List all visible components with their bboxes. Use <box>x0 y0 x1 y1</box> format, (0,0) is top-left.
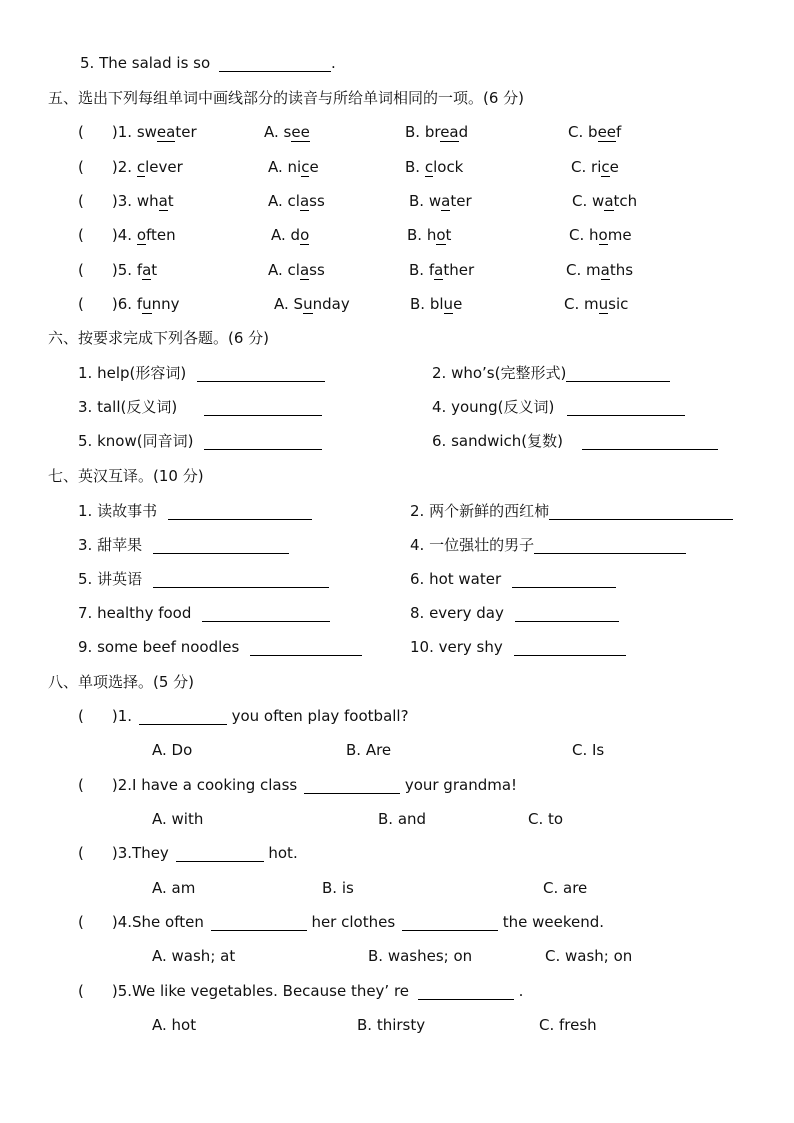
option-a[interactable]: A. class <box>268 192 325 210</box>
underlined-letters: a <box>299 192 310 210</box>
answer-blank[interactable] <box>549 503 733 520</box>
question-row: 2. who’s(完整形式) <box>432 361 670 385</box>
option-c[interactable]: C. fresh <box>539 1016 597 1034</box>
underlined-letters: a <box>434 261 444 279</box>
option-c[interactable]: C. home <box>569 226 632 244</box>
option-c[interactable]: C. watch <box>572 192 638 210</box>
answer-blank[interactable] <box>202 605 330 622</box>
section-title: 五、选出下列每组单词中画线部分的读音与所给单词相同的一项。(6 分) <box>48 89 525 107</box>
underlined-letters: a <box>441 192 451 210</box>
phonics-question: ( )4. often <box>78 226 176 244</box>
underlined-letters: u <box>443 295 454 313</box>
option-a[interactable]: A. Do <box>152 741 193 759</box>
answer-blank[interactable] <box>512 571 616 588</box>
option-c[interactable]: C. music <box>564 295 629 313</box>
section-title: 八、单项选择。(5 分) <box>48 673 195 691</box>
underlined-letters: o <box>300 226 310 244</box>
answer-blank[interactable] <box>139 708 227 725</box>
underlined-letters: ee <box>597 123 617 141</box>
given-word: funny <box>136 295 180 313</box>
answer-blank[interactable] <box>567 399 685 416</box>
answer-blank[interactable] <box>153 537 289 554</box>
underlined-letters: a <box>158 192 168 210</box>
option-c[interactable]: C. Is <box>572 741 605 759</box>
option-c[interactable]: C. wash; on <box>545 947 633 965</box>
option-a[interactable]: A. nice <box>268 158 319 176</box>
answer-blank[interactable] <box>204 433 322 450</box>
choice-question: ( )4.She often her clothes the weekend. <box>78 913 604 931</box>
underlined-letters: o <box>136 226 146 244</box>
translation-row: 1. 读故事书 <box>78 499 312 523</box>
section-title: 六、按要求完成下列各题。(6 分) <box>48 329 270 347</box>
question-row: 3. tall(反义词) <box>78 395 322 419</box>
option-a[interactable]: A. do <box>271 226 310 244</box>
option-b[interactable]: B. clock <box>405 158 464 176</box>
question-row: 6. sandwich(复数) <box>432 429 718 453</box>
answer-blank[interactable] <box>304 777 400 794</box>
option-a[interactable]: A. Sunday <box>274 295 350 313</box>
answer-blank[interactable] <box>514 639 626 656</box>
underlined-letters: a <box>600 261 610 279</box>
underlined-letters: ea <box>440 123 459 141</box>
translation-row: 4. 一位强壮的男子 <box>410 533 686 557</box>
answer-blank[interactable] <box>402 914 498 931</box>
answer-blank[interactable] <box>197 365 325 382</box>
option-a[interactable]: A. class <box>268 261 325 279</box>
translation-row: 7. healthy food <box>78 601 330 625</box>
phonics-question: ( )3. what <box>78 192 174 210</box>
given-word: sweater <box>136 123 197 141</box>
translation-row: 6. hot water <box>410 567 616 591</box>
answer-blank[interactable] <box>204 399 322 416</box>
option-b[interactable]: B. blue <box>410 295 463 313</box>
underlined-letters: o <box>436 226 446 244</box>
answer-blank[interactable] <box>566 365 670 382</box>
choice-question: ( )3.They hot. <box>78 844 298 862</box>
section-title: 七、英汉互译。(10 分) <box>48 467 204 485</box>
given-word: fat <box>136 261 158 279</box>
option-b[interactable]: B. thirsty <box>357 1016 426 1034</box>
translation-row: 10. very shy <box>410 635 626 659</box>
option-c[interactable]: C. rice <box>571 158 619 176</box>
translation-row: 5. 讲英语 <box>78 567 329 591</box>
phonics-question: ( )5. fat <box>78 261 158 279</box>
underlined-letters: a <box>142 261 152 279</box>
option-b[interactable]: B. father <box>409 261 475 279</box>
answer-blank[interactable] <box>168 503 312 520</box>
answer-blank[interactable] <box>250 639 362 656</box>
underlined-letters: u <box>142 295 152 313</box>
answer-blank[interactable] <box>211 914 307 931</box>
answer-blank[interactable] <box>153 571 329 588</box>
answer-blank[interactable] <box>534 537 686 554</box>
given-word: often <box>136 226 176 244</box>
phonics-question: ( )2. clever <box>78 158 183 176</box>
choice-question: ( )2.I have a cooking class your grandma! <box>78 776 518 794</box>
option-b[interactable]: B. bread <box>405 123 469 141</box>
underlined-letters: u <box>303 295 313 313</box>
option-a[interactable]: A. with <box>152 810 204 828</box>
given-word: clever <box>136 158 183 176</box>
option-b[interactable]: B. washes; on <box>368 947 473 965</box>
answer-blank[interactable] <box>582 433 718 450</box>
option-b[interactable]: B. Are <box>346 741 392 759</box>
question-row: 1. help(形容词) <box>78 361 325 385</box>
underlined-letters: ee <box>291 123 310 141</box>
translation-row: 9. some beef noodles <box>78 635 362 659</box>
given-word: what <box>136 192 174 210</box>
translation-row: 2. 两个新鲜的西红柿 <box>410 499 733 523</box>
answer-blank[interactable] <box>176 845 264 862</box>
option-b[interactable]: B. hot <box>407 226 452 244</box>
underlined-letters: a <box>604 192 614 210</box>
item-line: 5. The salad is so . <box>80 54 336 72</box>
phonics-question: ( )6. funny <box>78 295 180 313</box>
answer-blank[interactable] <box>418 983 514 1000</box>
option-a[interactable]: A. hot <box>152 1016 197 1034</box>
question-row: 5. know(同音词) <box>78 429 322 453</box>
translation-row: 3. 甜苹果 <box>78 533 289 557</box>
option-c[interactable]: C. are <box>543 879 588 897</box>
option-c[interactable]: C. maths <box>566 261 634 279</box>
translation-row: 8. every day <box>410 601 619 625</box>
underlined-letters: c <box>601 158 610 176</box>
option-c[interactable]: C. beef <box>568 123 622 141</box>
choice-question: ( )1. you often play football? <box>78 707 409 725</box>
underlined-letters: ea <box>156 123 176 141</box>
option-a[interactable]: A. see <box>264 123 310 141</box>
option-b[interactable]: B. is <box>322 879 354 897</box>
answer-blank[interactable] <box>219 55 331 72</box>
underlined-letters: c <box>424 158 434 176</box>
option-a[interactable]: A. wash; at <box>152 947 236 965</box>
option-b[interactable]: B. water <box>409 192 472 210</box>
underlined-letters: a <box>299 261 310 279</box>
option-a[interactable]: A. am <box>152 879 196 897</box>
underlined-letters: u <box>598 295 609 313</box>
answer-blank[interactable] <box>515 605 619 622</box>
choice-question: ( )5.We like vegetables. Because they’ re . <box>78 982 524 1000</box>
question-row: 4. young(反义词) <box>432 395 685 419</box>
option-c[interactable]: C. to <box>528 810 564 828</box>
underlined-letters: c <box>136 158 146 176</box>
phonics-question: ( )1. sweater <box>78 123 197 141</box>
underlined-letters: c <box>301 158 310 176</box>
underlined-letters: o <box>598 226 608 244</box>
option-b[interactable]: B. and <box>378 810 427 828</box>
